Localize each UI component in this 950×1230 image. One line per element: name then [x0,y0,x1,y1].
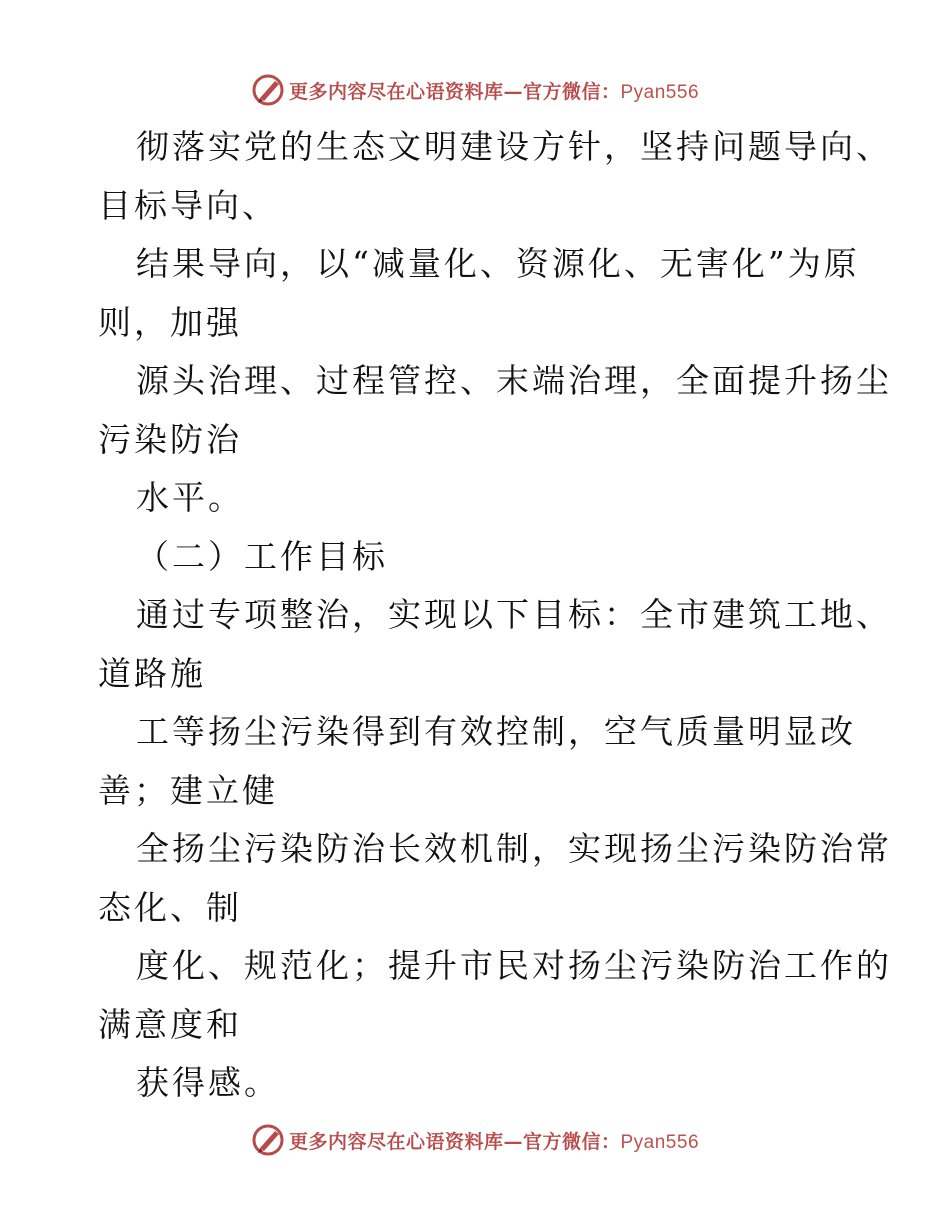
watermark-dash: — [503,80,523,103]
text-line: 水平。 [136,478,244,517]
watermark-dash: — [503,1130,523,1153]
watermark-id: Pyan556 [620,1131,700,1153]
watermark-text [289,1127,699,1154]
pen-logo-icon [251,73,285,107]
text-line: 通过专项整治，实现以下目标：全市建筑工地、 [136,595,892,634]
footer-watermark [0,1120,950,1160]
text-line: 度化、规范化；提升市民对扬尘污染防治工作的 [136,946,892,985]
watermark-id: Pyan556 [620,81,700,103]
watermark-contact: 官方微信： [522,1130,621,1153]
text-line: 彻落实党的生态文明建设方针，坚持问题导向、 [136,127,892,166]
text-line: 工等扬尘污染得到有效控制，空气质量明显改 [136,712,856,751]
watermark-brand: 更多内容尽在心语资料库 [288,80,504,103]
text-line: 源头治理、过程管控、末端治理，全面提升扬尘 [136,361,892,400]
text-line: （二）工作目标 [136,536,388,576]
watermark-brand: 更多内容尽在心语资料库 [288,1130,504,1153]
text-line: 结果导向，以“减量化、资源化、无害化”为原 [136,244,860,283]
text-line: 目标导向、 [98,185,278,225]
watermark-text [289,77,699,104]
text-line: 态化、制 [98,887,242,927]
text-line: 满意度和 [98,1004,242,1044]
text-line: 善；建立健 [98,770,278,810]
text-line: 则，加强 [98,302,242,342]
text-line: 获得感。 [136,1063,280,1102]
pen-logo-icon [251,1123,285,1157]
text-line: 污染防治 [98,419,242,459]
text-line: 道路施 [98,653,206,693]
header-watermark [0,70,950,110]
document-body [98,118,892,1113]
text-line: 全扬尘污染防治长效机制，实现扬尘污染防治常 [136,829,892,868]
watermark-contact: 官方微信： [522,80,621,103]
